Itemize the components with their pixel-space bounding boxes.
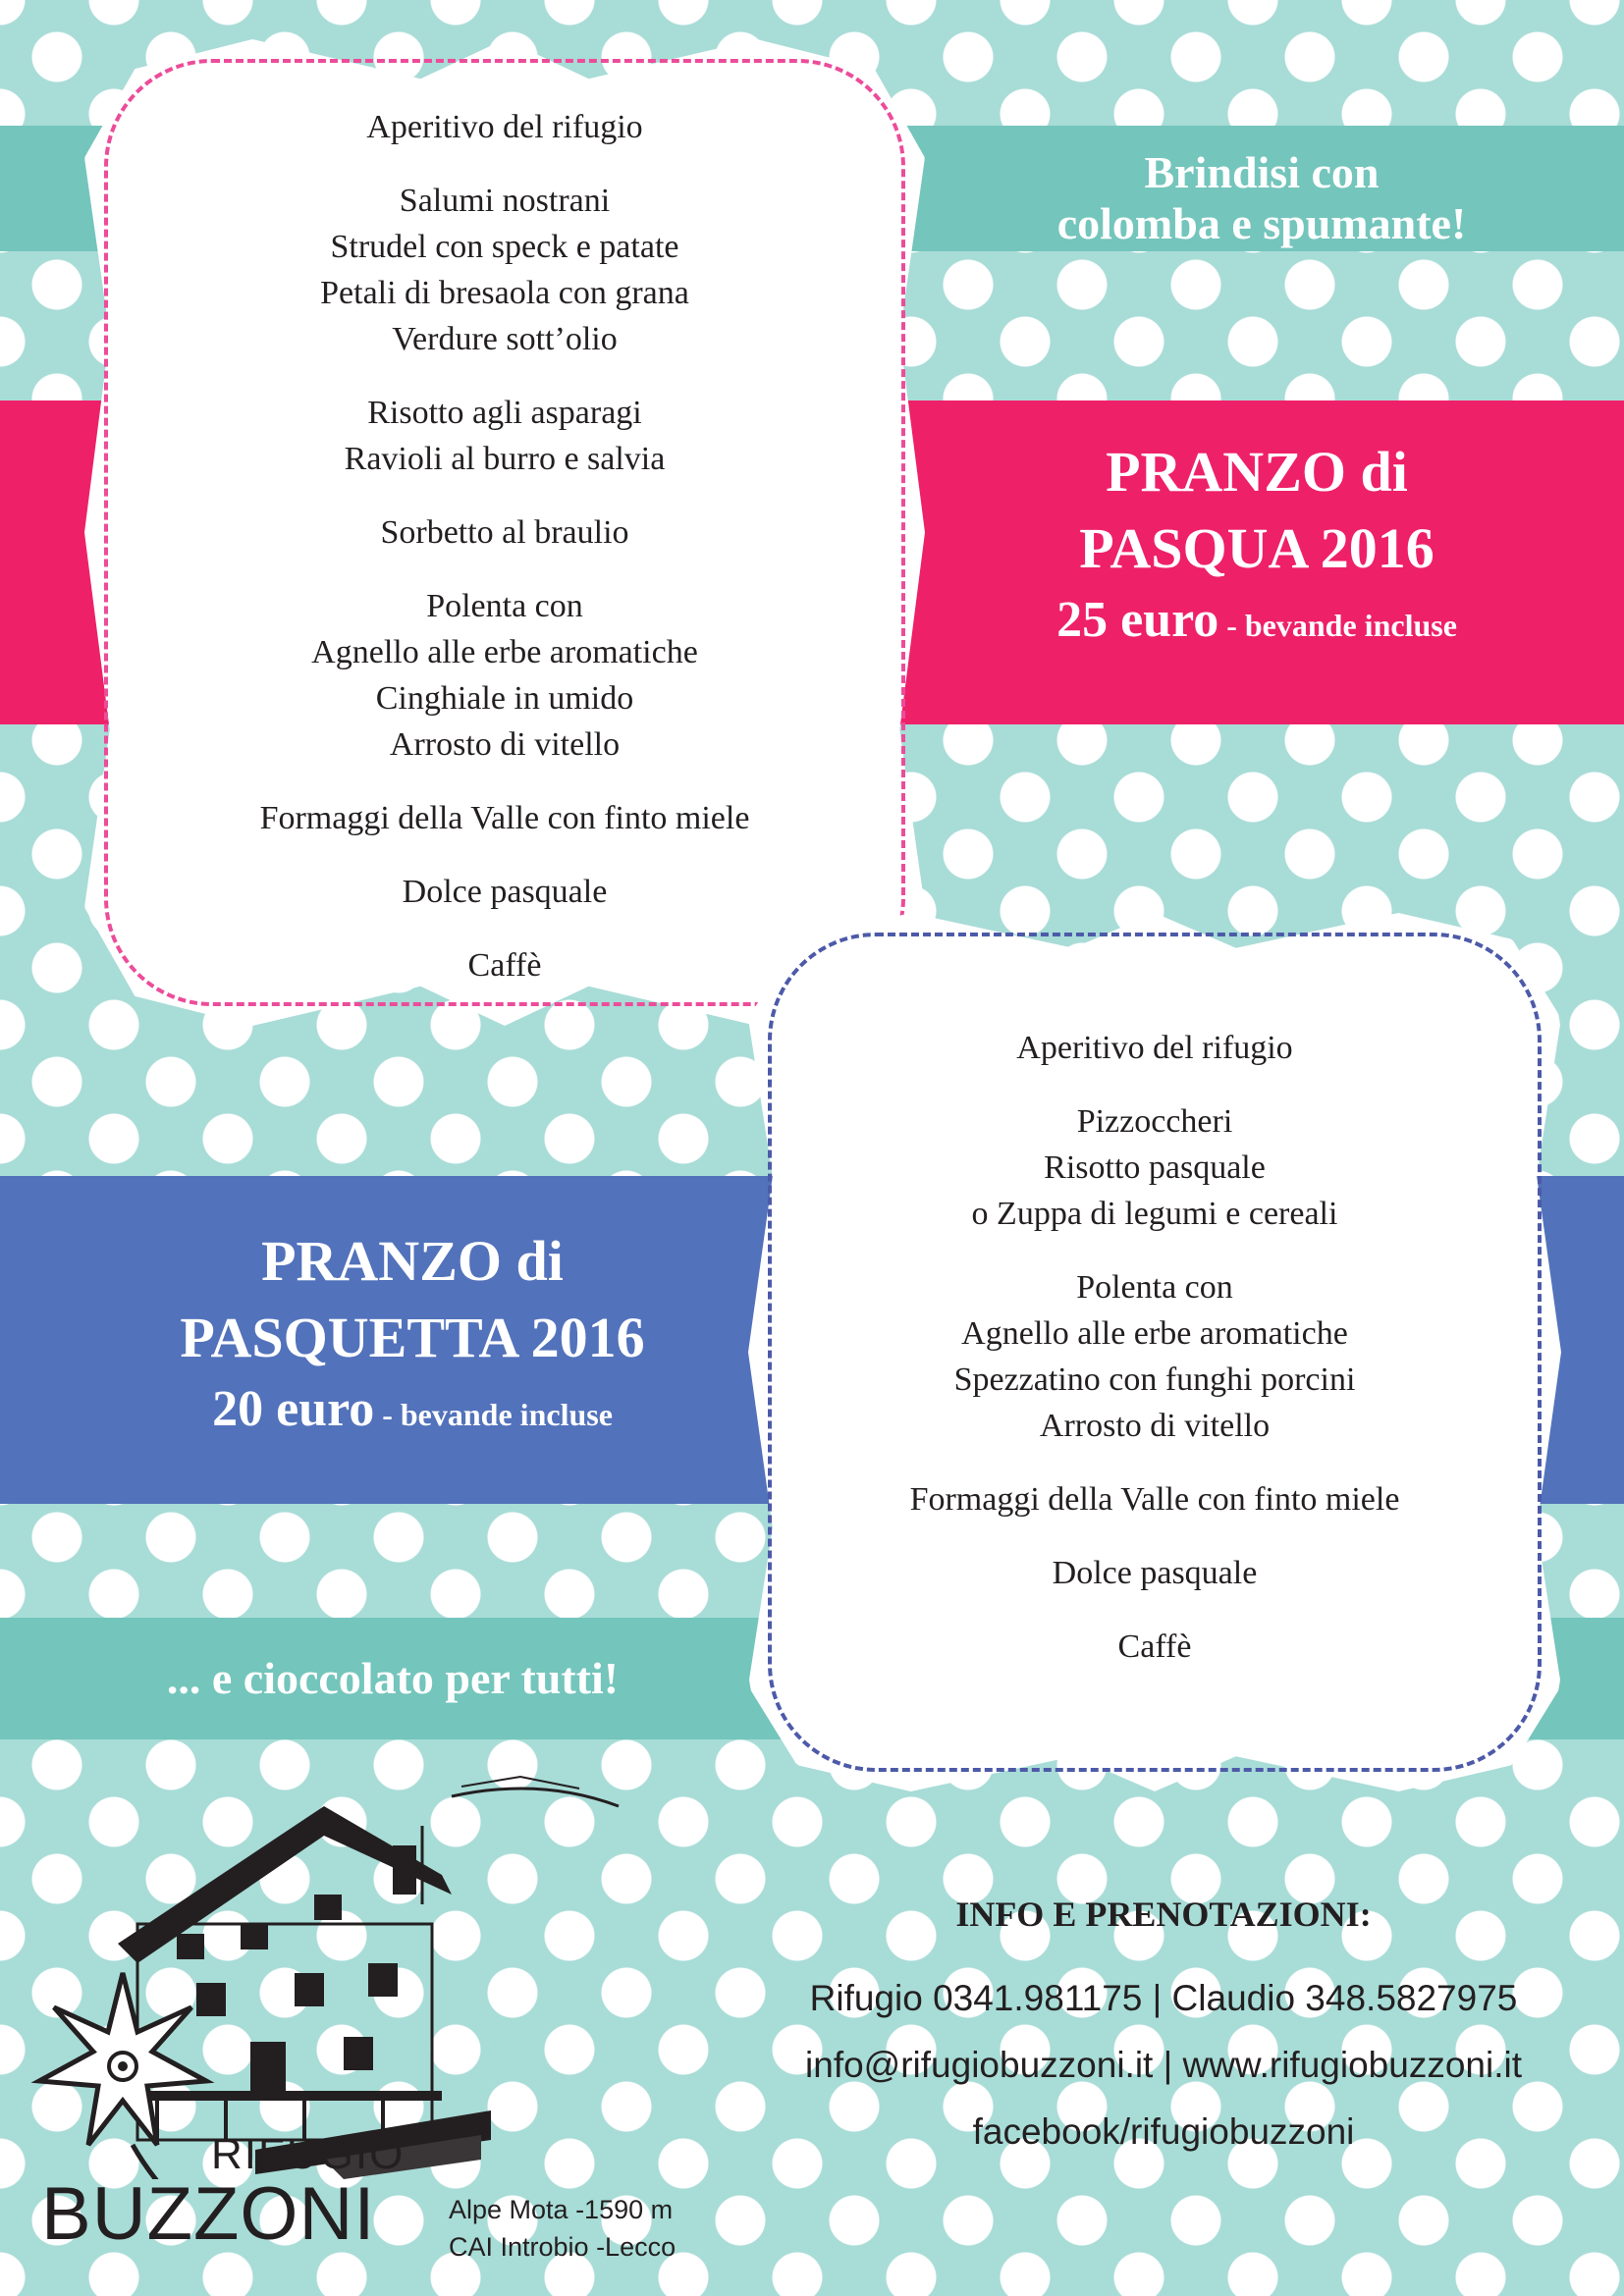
- menu-item: Caffè: [467, 947, 542, 984]
- pasquetta-title-line2: PASQUETTA 2016: [180, 1306, 645, 1369]
- pasqua-title-line1: PRANZO di: [1106, 440, 1408, 504]
- tagline-line: colomba e spumante!: [1056, 198, 1467, 248]
- edelweiss-icon: [39, 1973, 206, 2179]
- pasqua-menu: [137, 104, 872, 1016]
- pasquetta-title: [98, 1223, 727, 1438]
- menu-group: [795, 1550, 1514, 1596]
- menu-item: Petali di bresaola con grana: [320, 275, 689, 311]
- menu-group: [137, 509, 872, 556]
- menu-item: Ravioli al burro e salvia: [344, 441, 666, 477]
- pasquetta-price-row: [98, 1380, 727, 1438]
- menu-item: Spezzatino con funghi porcini: [953, 1362, 1356, 1398]
- pasqua-price: 25 euro: [1056, 592, 1219, 648]
- menu-item: Agnello alle erbe aromatiche: [311, 634, 698, 670]
- logo-rifugio-text: RIFUGIO: [211, 2130, 406, 2178]
- menu-group: [795, 1264, 1514, 1449]
- menu-group: [795, 1624, 1514, 1670]
- menu-group: [137, 178, 872, 362]
- facebook-link: facebook/rifugiobuzzoni: [972, 2111, 1355, 2152]
- menu-item: Cinghiale in umido: [375, 680, 634, 717]
- pasqua-beverages: - bevande incluse: [1218, 608, 1457, 643]
- menu-group: [795, 1025, 1514, 1071]
- mountain-hut-icon: [29, 1767, 717, 2179]
- menu-item: Salumi nostrani: [399, 183, 611, 219]
- menu-item: Pizzoccheri: [1076, 1103, 1233, 1140]
- info-title: INFO E PRENOTAZIONI:: [955, 1895, 1372, 1934]
- menu-item: o Zuppa di legumi e cereali: [971, 1196, 1338, 1232]
- menu-group: [137, 390, 872, 482]
- menu-item: Risotto pasquale: [1044, 1149, 1266, 1186]
- logo-buzzoni-text: BUZZONI: [41, 2172, 376, 2256]
- location-line: CAI Introbio -Lecco: [449, 2232, 677, 2262]
- menu-item: Dolce pasquale: [1052, 1555, 1258, 1591]
- info-prenotazioni: [727, 1885, 1600, 2165]
- menu-item: Polenta con: [1076, 1269, 1233, 1306]
- menu-item: Caffè: [1117, 1629, 1192, 1665]
- menu-item: Formaggi della Valle con finto miele: [909, 1481, 1400, 1518]
- menu-group: [137, 583, 872, 768]
- location-line: Alpe Mota -1590 m: [449, 2195, 674, 2224]
- web-contacts: info@rifugiobuzzoni.it | www.rifugiobuzzoni.it: [805, 2045, 1522, 2085]
- pasquetta-beverages: - bevande incluse: [374, 1397, 613, 1432]
- menu-group: [137, 942, 872, 988]
- menu-item: Polenta con: [426, 588, 583, 624]
- menu-group: [795, 1098, 1514, 1237]
- menu-item: Agnello alle erbe aromatiche: [961, 1315, 1348, 1352]
- menu-item: Dolce pasquale: [402, 874, 608, 910]
- menu-item: Sorbetto al braulio: [380, 514, 629, 551]
- location-info: [449, 2191, 676, 2266]
- pasquetta-price: 20 euro: [212, 1381, 375, 1437]
- menu-item: Arrosto di vitello: [1039, 1408, 1271, 1444]
- brindisi-tagline: [972, 147, 1551, 249]
- menu-item: Aperitivo del rifugio: [1016, 1030, 1293, 1066]
- pasquetta-menu: [795, 1025, 1514, 1697]
- menu-item: Aperitivo del rifugio: [366, 109, 643, 145]
- menu-group: [137, 869, 872, 915]
- menu-item: Verdure sott’olio: [392, 321, 618, 357]
- pasqua-title: [967, 434, 1546, 649]
- pasquetta-title-line1: PRANZO di: [261, 1229, 564, 1293]
- menu-item: Risotto agli asparagi: [367, 395, 642, 431]
- tagline-line: Brindisi con: [1144, 147, 1380, 197]
- menu-group: [137, 104, 872, 150]
- menu-item: Arrosto di vitello: [389, 726, 621, 763]
- menu-item: Strudel con speck e patate: [330, 229, 679, 265]
- pasqua-price-row: [967, 591, 1546, 649]
- menu-group: [137, 795, 872, 841]
- cioccolato-tagline: ... e cioccolato per tutti!: [166, 1653, 620, 1703]
- menu-item: Formaggi della Valle con finto miele: [259, 800, 750, 836]
- pasqua-title-line2: PASQUA 2016: [1079, 516, 1435, 580]
- menu-group: [795, 1476, 1514, 1522]
- phone-numbers: Rifugio 0341.981175 | Claudio 348.5827975: [809, 1978, 1518, 2018]
